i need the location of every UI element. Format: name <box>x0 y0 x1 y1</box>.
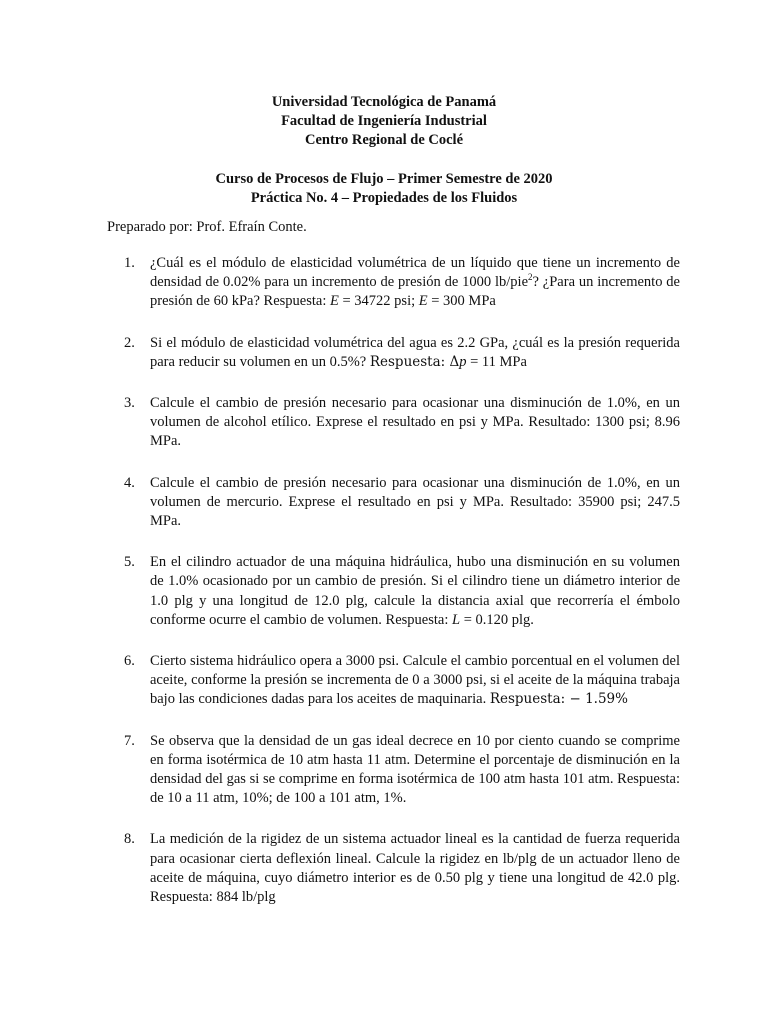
answer-value: = 0.120 plg. <box>460 611 534 628</box>
variable: p <box>459 353 467 370</box>
problem-number: 2. <box>124 334 135 351</box>
delta-symbol: Δ <box>449 353 460 370</box>
problem-text: Calcule el cambio de presión necesario para ocasionar una disminución de 1.0%, en un volumen de mercurio. Exprese el resultado en psi y MPa. Resultado: 35900 psi; 247.5 MPa. <box>150 474 680 530</box>
problem-5 <box>124 553 680 630</box>
problem-text: La medición de la rigidez de un sistema actuador lineal es la cantidad de fuerza requerida para ocasionar cierta deflexión lineal. Calcule la rigidez en lb/plg de un actuador lleno de aceite de máquina, cuyo diámetro interior es de 0.50 plg y tiene una longitud de 42.0 plg. Respuesta: 884 lb/plg <box>150 831 680 906</box>
problem-text: Si el módulo de elasticidad volumétrica del agua es 2.2 GPa, ¿cuál es la presión requerida para reducir su volumen en un 0.5%? <box>150 334 680 370</box>
problem-text: Calcule el cambio de presión necesario para ocasionar una disminución de 1.0%, en un volumen de alcohol etílico. Exprese el resultado en psi y MPa. Resultado: 1300 psi; 8.96 MPa. <box>150 395 680 450</box>
variable: E <box>330 293 339 310</box>
problem-text: Se observa que la densidad de un gas ideal decrece en 10 por ciento cuando se comprime en forma isotérmica de 10 atm hasta 11 atm. Determine el porcentaje de disminución en la densidad del gas si se comprime en forma isotérmica de 100 atm hasta 101 atm. Respuesta: de 10 a 11 atm, 10%; de 100 a 101 atm, 1%. <box>150 732 680 807</box>
problem-2 <box>124 334 680 372</box>
problem-number: 1. <box>124 255 135 271</box>
prepared-by: Preparado por: Prof. Efraín Conte. <box>107 219 307 235</box>
problem-number: 5. <box>124 554 135 571</box>
problem-number: 6. <box>124 653 135 670</box>
answer-value: Respuesta: − 1.59% <box>489 691 628 708</box>
regional-center: Centro Regional de Coclé <box>305 132 463 149</box>
problem-number: 7. <box>124 732 135 749</box>
problem-6 <box>124 652 680 710</box>
faculty-name: Facultad de Ingeniería Industrial <box>281 113 487 130</box>
practice-title: Práctica No. 4 – Propiedades de los Fluidos <box>250 189 518 206</box>
answer-value: = 11 MPa <box>466 353 527 370</box>
header-gap <box>0 151 768 170</box>
answer-label: Respuesta: <box>369 353 450 370</box>
problem-1 <box>124 254 680 312</box>
problem-number: 8. <box>124 831 135 848</box>
problem-text: ? ¿Para un incremento de presión de 60 kPa? Respuesta: <box>150 274 680 310</box>
course-title: Curso de Procesos de Flujo – Primer Semestre de 2020 <box>215 170 553 187</box>
variable: E <box>418 293 428 310</box>
problem-text: ¿Cuál es el módulo de elasticidad volumétrica de un líquido que tiene un incremento de densidad de 0.02% para un incremento de presión de 1000 lb/pie <box>150 255 680 291</box>
problem-list <box>124 254 680 907</box>
problem-4 <box>124 474 680 532</box>
university-name: Universidad Tecnológica de Panamá <box>271 94 497 110</box>
document-header <box>0 93 768 208</box>
problem-text: Cierto sistema hidráulico opera a 3000 psi. Calcule el cambio porcentual en el volumen del aceite, conforme la presión se incrementa de 0 a 3000 psi, si el aceite de la máquina trabaja bajo las condiciones dadas para los aceites de maquinaria. <box>150 653 680 708</box>
variable: L <box>451 611 461 628</box>
superscript: 2 <box>528 272 533 283</box>
problem-3 <box>124 394 680 452</box>
problem-8 <box>124 830 680 907</box>
problem-text: En el cilindro actuador de una máquina hidráulica, hubo una disminución en su volumen de 1.0% ocasionado por un cambio de presión. Si el cilindro tiene un diámetro interior de 1.0 plg y una longitud de 12.0 plg, calcule la distancia axial que recorrería el émbolo conforme ocurre el cambio de volumen. Respuesta: <box>150 554 680 628</box>
answer-value: = 34722 psi; <box>338 293 419 310</box>
problem-number: 4. <box>124 474 135 491</box>
problem-7 <box>124 732 680 809</box>
problem-number: 3. <box>124 395 135 412</box>
answer-value: = 300 MPa <box>427 293 496 310</box>
